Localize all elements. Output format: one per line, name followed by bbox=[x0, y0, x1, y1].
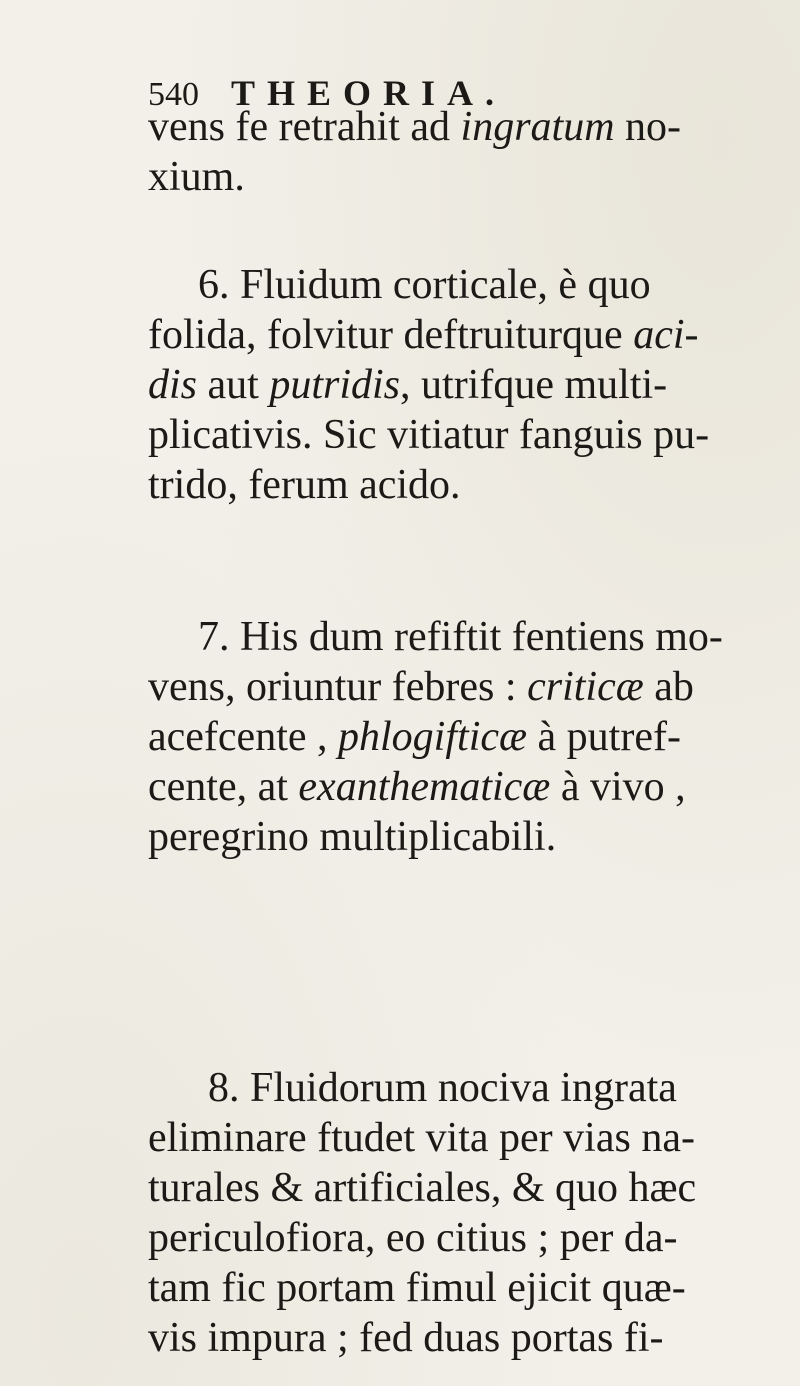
italic-term: ingratum bbox=[460, 104, 615, 150]
text-segment: 6. Fluidum corticale, è quo bbox=[198, 262, 651, 308]
text-segment: ab bbox=[643, 664, 694, 710]
text-segment: tam fic portam fimul ejicit quæ- bbox=[148, 1265, 686, 1311]
text-line bbox=[148, 360, 768, 410]
text-segment: trido, ferum acido. bbox=[148, 462, 461, 508]
text-segment: plicativis. Sic vitiatur fanguis pu- bbox=[148, 412, 710, 458]
text-line bbox=[148, 1063, 768, 1113]
italic-term: aci- bbox=[633, 312, 699, 358]
paragraph-8 bbox=[148, 1063, 768, 1363]
italic-term: dis bbox=[148, 362, 198, 408]
text-segment: 8. Fluidorum nociva ingrata bbox=[208, 1065, 677, 1111]
text-line bbox=[148, 1163, 768, 1213]
text-line bbox=[148, 1213, 768, 1263]
text-line bbox=[148, 1263, 768, 1313]
page-number: 540 bbox=[148, 76, 199, 113]
text-segment: aut bbox=[197, 362, 270, 408]
text-line bbox=[148, 152, 768, 202]
text-segment: xium. bbox=[148, 154, 245, 200]
text-segment: à putref- bbox=[527, 714, 681, 760]
text-segment: no- bbox=[614, 104, 682, 150]
text-segment: acefcente , bbox=[148, 714, 339, 760]
text-line bbox=[148, 762, 768, 812]
italic-term: exanthematicæ bbox=[298, 764, 551, 810]
paragraph-7 bbox=[148, 612, 768, 862]
text-segment: , utrifque multi- bbox=[400, 362, 668, 408]
running-head: THEORIA. bbox=[231, 73, 507, 113]
text-line bbox=[148, 460, 768, 510]
text-segment: eliminare ftudet vita per vias na- bbox=[148, 1115, 695, 1161]
text-line bbox=[148, 712, 768, 762]
paragraph-continuation bbox=[148, 102, 768, 202]
italic-term: putridis bbox=[269, 362, 401, 408]
text-line bbox=[148, 102, 768, 152]
text-line bbox=[148, 410, 768, 460]
text-line bbox=[148, 1313, 768, 1363]
text-segment: vis impura ; fed duas portas fi- bbox=[148, 1315, 664, 1361]
text-line bbox=[148, 612, 768, 662]
text-segment: cente, at bbox=[148, 764, 299, 810]
text-line bbox=[148, 310, 768, 360]
text-segment: vens, oriuntur febres : bbox=[148, 664, 528, 710]
text-segment: à vivo , bbox=[550, 764, 686, 810]
text-segment: turales & artificiales, & quo hæc bbox=[148, 1165, 697, 1211]
text-segment: 7. His dum refiftit fentiens mo- bbox=[198, 614, 723, 660]
text-line bbox=[148, 662, 768, 712]
italic-term: criticæ bbox=[527, 664, 644, 710]
text-segment: peregrino multiplicabili. bbox=[148, 814, 557, 860]
text-line bbox=[148, 812, 768, 862]
paragraph-6 bbox=[148, 260, 768, 510]
text-segment: folida, folvitur deftruiturque bbox=[148, 312, 634, 358]
text-segment: periculofiora, eo citius ; per da- bbox=[148, 1215, 678, 1261]
text-segment: vens fe retrahit ad bbox=[148, 104, 461, 150]
text-line bbox=[148, 260, 768, 310]
italic-term: phlogifticæ bbox=[338, 714, 528, 760]
text-line bbox=[148, 1113, 768, 1163]
